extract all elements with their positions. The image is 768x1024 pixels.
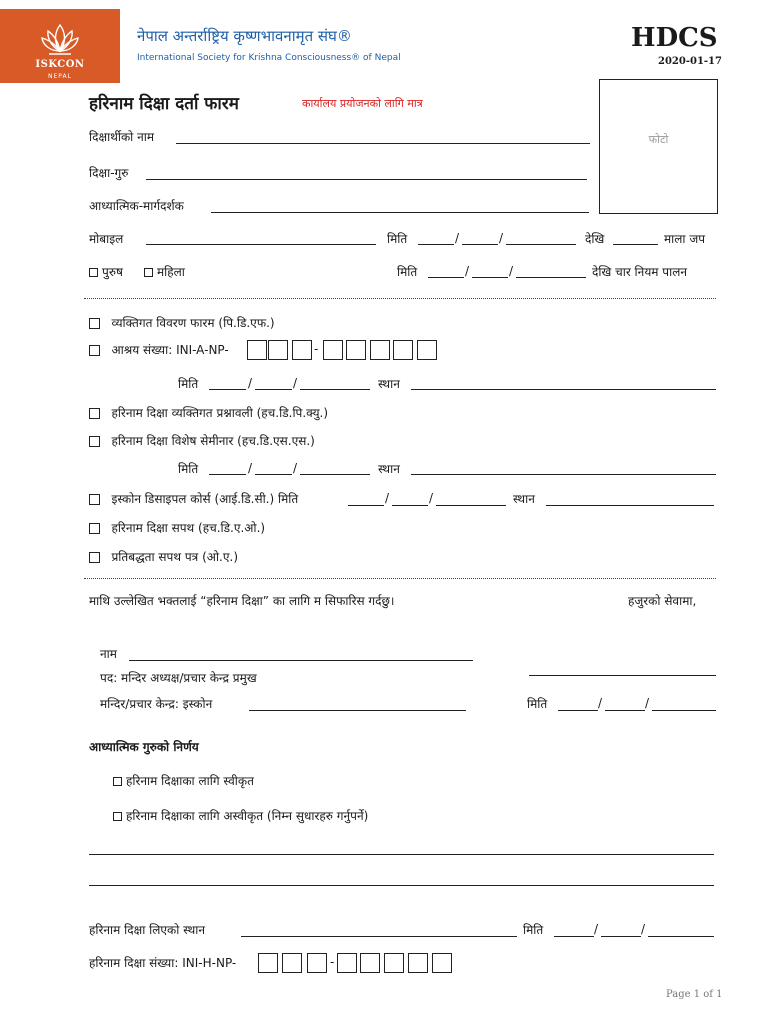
gender-female[interactable]: महिला — [144, 265, 185, 279]
spiritual-guide-label: आध्यात्मिक-मार्गदर्शक — [89, 199, 184, 213]
checkbox[interactable] — [89, 552, 100, 563]
checkbox[interactable] — [89, 436, 100, 447]
check-hdpq[interactable]: हरिनाम दिक्षा व्यक्तिगत प्रश्नावली (हच.डि.पि.क्यु.) — [89, 406, 328, 420]
page-title: हरिनाम दिक्षा दर्ता फारम — [89, 94, 239, 114]
diksha-digit-box[interactable] — [384, 953, 404, 973]
divider — [84, 298, 716, 299]
diksha-digit-box[interactable] — [258, 953, 278, 973]
check-hdss[interactable]: हरिनाम दिक्षा विशेष सेमीनार (हच.डि.एस.एस.) — [89, 434, 315, 448]
ashray-digit-box[interactable] — [323, 340, 343, 360]
photo-label: फोटो — [648, 133, 669, 146]
recommender-name-field[interactable] — [129, 660, 473, 661]
checkbox[interactable] — [89, 494, 100, 505]
rejected-checkbox[interactable] — [113, 812, 122, 821]
student-name-label: दिक्षार्थीको नाम — [89, 130, 155, 144]
seminar-date-day[interactable] — [209, 474, 246, 475]
recommend-date-day[interactable] — [558, 710, 598, 711]
gender-male[interactable]: पुरुष — [89, 265, 123, 279]
checkbox[interactable] — [89, 523, 100, 534]
idc-place-field[interactable] — [546, 505, 714, 506]
corrections-line-1[interactable] — [89, 854, 714, 855]
mala-date-year[interactable] — [506, 244, 576, 245]
rules-date-month[interactable] — [472, 277, 508, 278]
female-checkbox[interactable] — [144, 268, 153, 277]
ashray-digit-box[interactable] — [292, 340, 312, 360]
seminar-date-year[interactable] — [300, 474, 370, 475]
from-label: देखि — [585, 232, 605, 246]
office-use-note: कार्यालय प्रयोजनको लागि मात्र — [302, 97, 423, 110]
signature-field[interactable] — [529, 675, 716, 676]
recommend-date-year[interactable] — [652, 710, 716, 711]
spiritual-guide-field[interactable] — [211, 212, 589, 213]
rules-date-label: मिति — [397, 265, 418, 279]
diksha-digit-box[interactable] — [282, 953, 302, 973]
male-checkbox[interactable] — [89, 268, 98, 277]
ashray-digit-box[interactable] — [268, 340, 288, 360]
mala-count-field[interactable] — [613, 244, 658, 245]
iskcon-logo — [0, 9, 120, 83]
idc-place-label: स्थान — [513, 492, 535, 506]
divider — [84, 578, 716, 579]
org-name-english: International Society for Krishna Consciousness® of Nepal — [137, 53, 401, 63]
diksha-guru-field[interactable] — [146, 179, 587, 180]
decision-heading: आध्यात्मिक गुरुको निर्णय — [89, 740, 199, 754]
corrections-line-2[interactable] — [89, 885, 714, 886]
checkbox[interactable] — [89, 318, 100, 329]
form-code: HDCS — [631, 23, 718, 53]
ashray-date-label: मिति — [178, 377, 199, 391]
recommender-name-label: नाम — [100, 647, 117, 661]
student-name-field[interactable] — [176, 143, 590, 144]
checkbox[interactable] — [89, 345, 100, 356]
diksha-number-label: हरिनाम दिक्षा संख्या: INI-H-NP- — [89, 956, 237, 970]
check-hdo[interactable]: हरिनाम दिक्षा सपथ (हच.डि.ए.ओ.) — [89, 521, 265, 535]
diksha-place-label: हरिनाम दिक्षा लिएको स्थान — [89, 923, 206, 937]
diksha-date-year[interactable] — [648, 936, 714, 937]
temple-field[interactable] — [249, 710, 466, 711]
rejected-option[interactable]: हरिनाम दिक्षाका लागि अस्वीकृत (निम्न सुधारहरु गर्नुपर्ने) — [113, 809, 368, 823]
idc-date-day[interactable] — [348, 505, 384, 506]
ashray-digit-box[interactable] — [393, 340, 413, 360]
lotus-icon — [41, 21, 79, 57]
ashray-date-day[interactable] — [209, 389, 246, 390]
approved-option[interactable]: हरिनाम दिक्षाका लागि स्वीकृत — [113, 774, 254, 788]
temple-label: मन्दिर/प्रचार केन्द्र: इस्कोन — [100, 697, 213, 711]
idc-date-month[interactable] — [392, 505, 428, 506]
seminar-date-label: मिति — [178, 462, 199, 476]
ashray-digit-box[interactable] — [346, 340, 366, 360]
checkbox[interactable] — [89, 408, 100, 419]
diksha-digit-box[interactable] — [432, 953, 452, 973]
logo-text: ISKCON — [35, 59, 85, 70]
mala-date-day[interactable] — [418, 244, 454, 245]
post-label: पद: मन्दिर अध्यक्ष/प्रचार केन्द्र प्रमुख — [100, 671, 257, 685]
check-idc[interactable]: इस्कोन डिसाइपल कोर्स (आई.डि.सी.) मिति — [89, 492, 298, 506]
ashray-digit-box[interactable] — [417, 340, 437, 360]
ashray-date-month[interactable] — [255, 389, 292, 390]
diksha-date-month[interactable] — [601, 936, 641, 937]
rules-date-day[interactable] — [428, 277, 464, 278]
diksha-place-field[interactable] — [241, 936, 517, 937]
mobile-label: मोबाइल — [89, 232, 124, 246]
mala-jap-label: माला जप — [664, 232, 706, 246]
logo-sub: NEPAL — [48, 73, 72, 80]
recommend-statement: माथि उल्लेखित भक्तलाई “हरिनाम दिक्षा” का लागि म सिफारिस गर्दछु। — [89, 594, 395, 608]
seminar-date-month[interactable] — [255, 474, 292, 475]
approved-checkbox[interactable] — [113, 777, 122, 786]
seminar-place-label: स्थान — [378, 462, 400, 476]
diksha-digit-box[interactable] — [307, 953, 327, 973]
four-rules-label: देखि चार नियम पालन — [592, 265, 687, 279]
check-ashray[interactable]: आश्रय संख्या: INI-A-NP- — [89, 343, 229, 357]
ashray-digit-box[interactable] — [247, 340, 267, 360]
diksha-digit-box[interactable] — [408, 953, 428, 973]
check-pdf[interactable]: व्यक्तिगत विवरण फारम (पि.डि.एफ.) — [89, 316, 275, 330]
org-name-nepali: नेपाल अन्तर्राष्ट्रिय कृष्णभावनामृत संघ® — [137, 27, 352, 45]
diksha-date-label: मिति — [523, 923, 544, 937]
service-label: हजुरको सेवामा, — [628, 594, 697, 608]
seminar-place-field[interactable] — [411, 474, 716, 475]
ashray-place-label: स्थान — [378, 377, 400, 391]
ashray-digit-box[interactable] — [370, 340, 390, 360]
recommend-date-month[interactable] — [605, 710, 645, 711]
photo-box[interactable] — [599, 79, 718, 214]
ashray-place-field[interactable] — [411, 389, 716, 390]
recommend-date-label: मिति — [527, 697, 548, 711]
rules-date-year[interactable] — [516, 277, 586, 278]
check-oa[interactable]: प्रतिबद्धता सपथ पत्र (ओ.ए.) — [89, 550, 238, 564]
mala-date-month[interactable] — [462, 244, 498, 245]
idc-date-year[interactable] — [436, 505, 506, 506]
ashray-date-year[interactable] — [300, 389, 370, 390]
form-date: 2020-01-17 — [658, 56, 722, 67]
diksha-guru-label: दिक्षा-गुरु — [89, 166, 129, 180]
diksha-digit-box[interactable] — [360, 953, 380, 973]
page-number: Page 1 of 1 — [666, 989, 723, 1000]
mala-date-label: मिति — [387, 232, 408, 246]
mobile-field[interactable] — [146, 244, 376, 245]
diksha-date-day[interactable] — [554, 936, 594, 937]
diksha-digit-box[interactable] — [337, 953, 357, 973]
